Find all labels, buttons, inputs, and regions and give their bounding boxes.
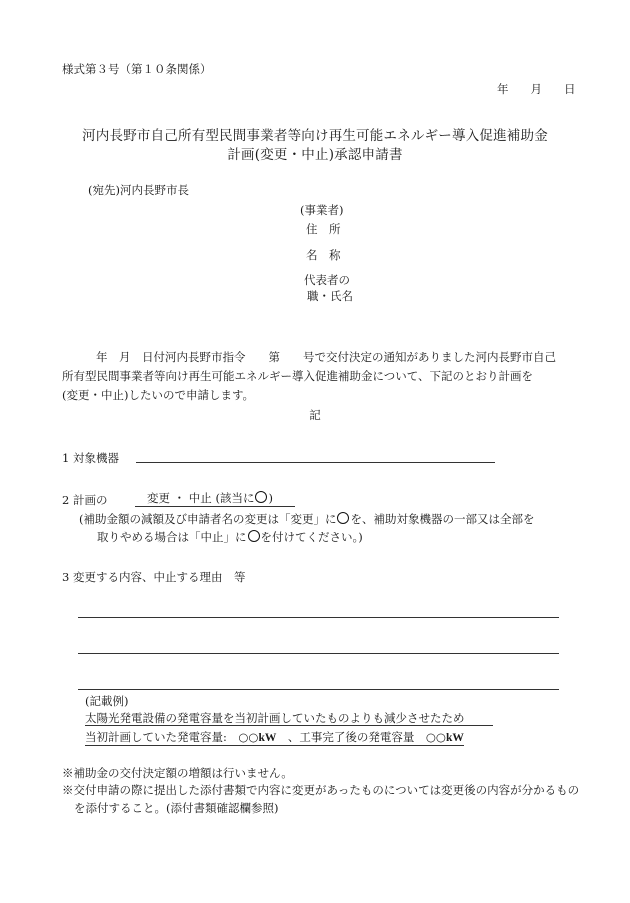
name-label: 名 称 — [306, 248, 341, 262]
reason-field-line2[interactable] — [78, 653, 559, 654]
body-line2: 所有型民間事業者等向け再生可能エネルギー導入促進補助金について、下記のとおり計画を — [62, 369, 534, 383]
choice-text: 変更 ・ 中止 (該当に — [147, 491, 255, 505]
note1: ※補助金の交付決定額の増額は行いません。 — [62, 766, 293, 780]
example-unit: kW — [258, 732, 277, 744]
addressee: (宛先)河内長野市長 — [88, 183, 189, 197]
note-text: を付けてください。) — [260, 530, 363, 544]
body-line1: 年 月 日付河内長野市指令 第 号で交付決定の通知がありました河内長野市自己 — [96, 350, 556, 364]
application-body — [62, 348, 562, 405]
note-text: を、補助対象機器の一部又は全部を — [350, 512, 535, 526]
target-equipment-field[interactable] — [136, 462, 495, 463]
body-line3: (変更・中止)したいので申請します。 — [62, 388, 255, 402]
example-text: 当初計画していた発電容量: ○○ — [85, 730, 259, 744]
circle-mark-icon — [248, 530, 260, 542]
choice-close: ) — [268, 491, 273, 505]
note-text: (補助金額の減額及び申請者名の変更は「変更」に — [79, 512, 337, 526]
item2-note-line2 — [97, 530, 363, 544]
date-day: 日 — [564, 82, 576, 96]
document-title-line2: 計画(変更・中止)承認申請書 — [227, 147, 403, 163]
note2-line1: ※交付申請の際に提出した添付書類で内容に変更があったものについては変更後の内容が分かるもの — [62, 783, 580, 797]
address-label: 住 所 — [306, 222, 341, 236]
item2-label: 2 計画の — [62, 493, 108, 507]
item1-label: 1 対象機器 — [62, 451, 119, 465]
note2-line2: を添付すること。(添付書類確認欄参照) — [74, 801, 279, 815]
change-cancel-choice[interactable] — [135, 491, 295, 507]
item3-label: 3 変更する内容、中止する理由 等 — [62, 570, 246, 584]
document-title-line1: 河内長野市自己所有型民間事業者等向け再生可能エネルギー導入促進補助金 — [82, 128, 548, 144]
example-heading: (記載例) — [85, 694, 129, 708]
note-text: 取りやめる場合は「中止」に — [97, 530, 247, 544]
ki-heading: 記 — [309, 408, 321, 422]
date-field — [497, 82, 576, 96]
example-unit: kW — [445, 732, 464, 744]
form-number: 様式第３号（第１０条関係） — [62, 62, 212, 76]
circle-mark-icon — [255, 491, 267, 503]
item2-note-line1 — [79, 512, 534, 526]
date-month: 月 — [530, 82, 542, 96]
reason-field-line3[interactable] — [78, 689, 559, 690]
applicant-heading: (事業者) — [300, 203, 344, 217]
example-line2 — [85, 730, 464, 746]
representative-label-line2: 職・氏名 — [307, 289, 353, 303]
representative-label-line1: 代表者の — [304, 273, 350, 287]
circle-mark-icon — [337, 512, 349, 524]
date-year: 年 — [497, 82, 509, 96]
reason-field-line1[interactable] — [78, 617, 559, 618]
example-line1: 太陽光発電設備の発電容量を当初計画していたものよりも減少させたため — [85, 711, 493, 726]
example-text: 、工事完了後の発電容量 ○○ — [276, 730, 446, 744]
